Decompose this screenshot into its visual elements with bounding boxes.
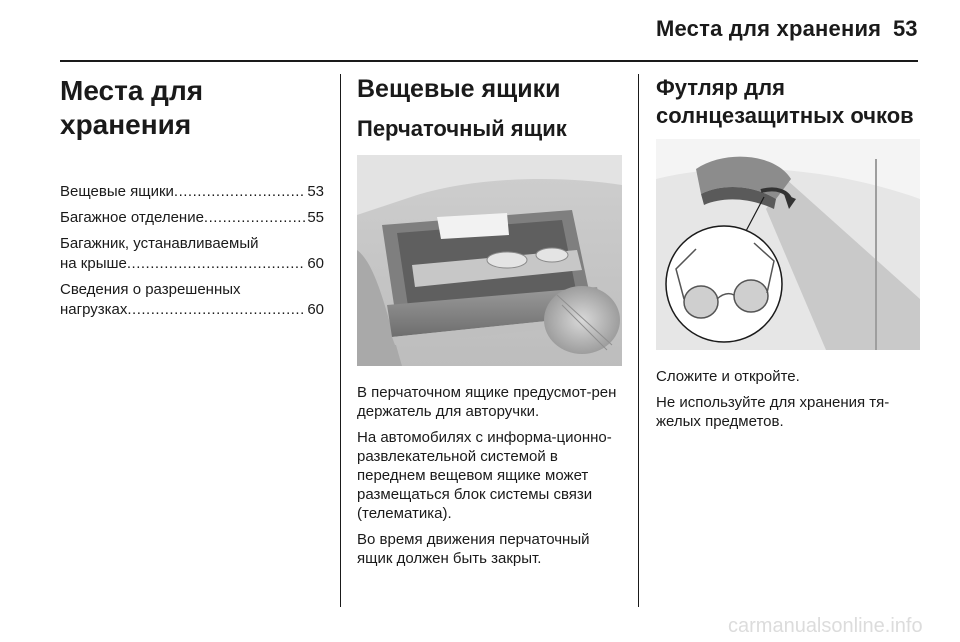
glovebox-drawing: [357, 155, 622, 366]
watermark: [0, 598, 960, 642]
toc-entry: [60, 182, 324, 202]
toc-page-number: 55: [307, 209, 324, 226]
subsection-title: Перчаточный ящик: [357, 116, 567, 141]
glovebox-illustration: [357, 155, 622, 366]
toc-entry-label: Багажник, устанавливаемый: [60, 235, 259, 252]
toc-entry-label: Багажное отделение: [60, 209, 204, 226]
toc-entry: [60, 280, 324, 320]
watermark-text: carmanualsonline.info: [728, 615, 923, 637]
body-paragraph: Сложите и откройте.: [656, 368, 800, 385]
toc-leader-dots: [204, 208, 305, 228]
toc-entry: [60, 234, 324, 274]
column-divider-1: [340, 74, 341, 607]
toc-entry-line: [60, 254, 324, 274]
toc-entry-line: [60, 182, 324, 202]
toc-entry-label: нагрузках: [60, 301, 128, 318]
toc-page-number: 60: [307, 255, 324, 272]
body-paragraph: Не используйте для хранения тя-желых предметов.: [656, 394, 890, 430]
toc-entry: [60, 208, 324, 228]
body-paragraph: В перчаточном ящике предусмот-рен держатель для авторучки.: [357, 384, 617, 420]
toc-page-number: 60: [307, 301, 324, 318]
toc-entry-line: [60, 300, 324, 320]
table-of-contents: [60, 182, 324, 320]
toc-entry-label: Вещевые ящики: [60, 183, 174, 200]
toc-entry-line: [60, 208, 324, 228]
toc-leader-dots: [127, 300, 305, 320]
toc-page-number: 53: [307, 183, 324, 200]
column-divider-2: [638, 74, 639, 607]
header-rule: [60, 60, 918, 62]
running-header-title: Места для хранения: [656, 16, 882, 41]
sunglasses-holder-illustration: [656, 139, 920, 350]
body-paragraph: Во время движения перчаточный ящик должен быть закрыт.: [357, 531, 590, 567]
column-glovebox: [357, 74, 622, 575]
sunglasses-drawing: [656, 139, 920, 350]
toc-leader-dots: [174, 182, 305, 202]
toc-entry-label: Сведения о разрешенных: [60, 281, 241, 298]
column-sunglasses: [656, 74, 920, 438]
column-contents: [60, 74, 324, 326]
section-title-sunglasses: Футляр для солнцезащитных очков: [656, 75, 914, 128]
body-paragraph: На автомобилях с информа-ционно-развлекательной системой в переднем вещевом ящике может размещаться блок системы связи (телематика).: [357, 429, 612, 522]
glovebox-text: [357, 383, 622, 568]
section-title: Вещевые ящики: [357, 75, 561, 103]
toc-leader-dots: [127, 254, 305, 274]
chapter-title: Места для хранения: [60, 75, 204, 140]
page-number: 53: [893, 16, 918, 41]
sunglasses-text: [656, 367, 920, 431]
toc-entry-label: на крыше: [60, 255, 127, 272]
